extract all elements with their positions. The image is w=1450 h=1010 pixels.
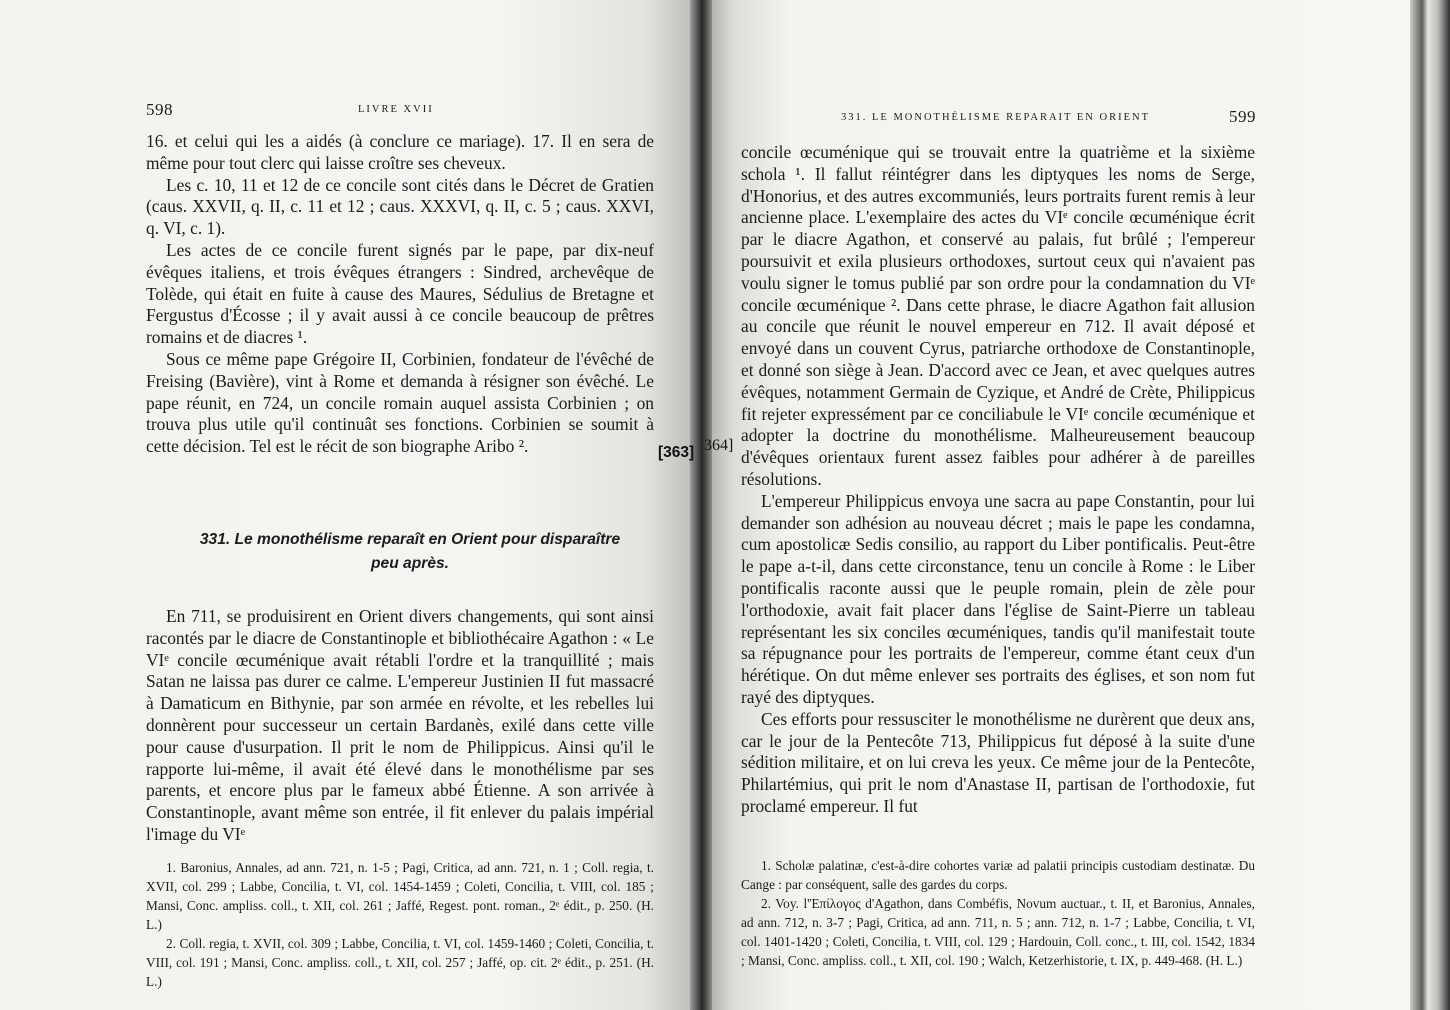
- page-number-right: 599: [1229, 107, 1256, 126]
- left-page: [0, 0, 700, 1010]
- left-body-text: [146, 131, 654, 458]
- paragraph: Ces efforts pour ressusciter le monothélisme ne durèrent que deux ans, car le jour de la Pentecôte 713, Philippicus fut déposé à la suite d'une sédition militaire, et on lui creva les yeux. Ce même jour de la Pentecôte, Philartémius, qui prit le nom d'Anastase II, partisan de l'orthodoxie, fut proclamé empereur. Il fut: [741, 708, 1255, 816]
- running-head-left: LIVRE XVII: [358, 104, 434, 115]
- paragraph: 16. et celui qui les a aidés (à conclure ce mariage). 17. Il en sera de même pour tout clerc qui laisse croître ses cheveux.: [146, 131, 654, 173]
- paragraph: Sous ce même pape Grégoire II, Corbinien, fondateur de l'évêché de Freising (Bavière), vint à Rome et demanda à résigner son évêché. Le pape réunit, en 724, un concile romain auquel assista Corbinien ; on trouva plus utile qu'il continuât ses fonctions. Corbinien se soumit à cette décision. Tel est le récit de son biographe Aribo ².: [146, 348, 654, 457]
- page-number-left: 598: [146, 100, 173, 119]
- book-gutter: [690, 0, 712, 1010]
- paragraph: Les c. 10, 11 et 12 de ce concile sont cités dans le Décret de Gratien (caus. XXVII, q. II, c. 11 et 12 ; caus. XXXVI, q. II, c. 5 ; caus. XXVI, q. VI, c. 1).: [146, 174, 654, 239]
- page-edges: [1410, 0, 1450, 1010]
- section-title-line: peu après.: [371, 555, 449, 572]
- section-title-line: 331. Le monothélisme reparaît en Orient pour disparaître: [199, 531, 621, 548]
- footnote: 2. Voy. l'Ἐπίλογος d'Agathon, dans Combéfis, Novum auctuar., t. II, et Baronius, Annales, ad ann. 712, n. 3-7 ; Pagi, Critica, ad ann. 711, n. 5 ; ann. 712, n. 1-7 ; Labbe, Concilia, t. VI, col. 1401-1420 ; Coleti, Concilia, t. VIII, col. 129 ; Hardouin, Coll. conc., t. III, col. 1542, 1834 ; Mansi, Conc. ampliss. coll., t. XII, col. 190 ; Walch, Ketzerhistorie, t. IX, p. 449-468. (H. L.): [741, 896, 1255, 968]
- paragraph: En 711, se produisirent en Orient divers changements, qui sont ainsi racontés par le diacre de Constantinople et bibliothécaire Agathon : « Le VIᵉ concile œcuménique avait rétabli l'ordre et la tranquillité ; mais Satan ne laissa pas durer ce calme. L'empereur Justinien II fut massacré à Damaticum en Bithynie, par son armée en révolte, et les rebelles lui donnèrent pour successeur un certain Bardanès, exilé dans cette ville pour cause d'usurpation. Il prit le nom de Philippicus. Ainsi qu'il le rapporte lui-même, il avait été élevé dans le monothélisme par ses parents, et encore plus par le fameux abbé Étienne. A son arrivée à Constantinople, avant même son entrée, il fit enlever du palais impérial l'image du VIᵉ: [146, 606, 654, 844]
- right-footnotes: [741, 856, 1255, 970]
- paragraph: Les actes de ce concile furent signés par le pape, par dix-neuf évêques italiens, et trois évêques étrangers : Sindred, archevêque de Tolède, qui était en fuite à cause des Maures, Sédulius de Bretagne et Fergustus d'Écosse ; il y avait aussi à ce concile beaucoup de prêtres romains et de diacres ¹.: [146, 239, 654, 348]
- paragraph: L'empereur Philippicus envoya une sacra au pape Constantin, pour lui demander son adhésion au nouveau décret ; mais le pape les condamna, cum apostolicæ Sedis consilio, au rapport du Liber pontificalis. Peut-être le pape a-t-il, dans cette circonstance, tenu un concile à Rome : le Liber pontificalis raconte aussi que le peuple romain, plein de zèle pour l'orthodoxie, avait fait placer dans l'église de Saint-Pierre un tableau représentant les six conciles œcuméniques, tandis qu'il manifestait toute sa répugnance pour les portraits de l'empereur, comme étant ceux d'un hérétique. On dut même enlever ses portraits des églises, et son nom fut rayé des diptyques.: [741, 490, 1255, 707]
- footnote: 2. Coll. regia, t. XVII, col. 309 ; Labbe, Concilia, t. VI, col. 1459-1460 ; Coleti, Concilia, t. VIII, col. 191 ; Mansi, Conc. ampliss. coll., t. XII, col. 257 ; Jaffé, op. cit. 2ᵉ édit., p. 251. (H. L.): [146, 936, 654, 989]
- margin-marker-left: [363]: [658, 444, 695, 461]
- running-head-right: 331. LE MONOTHÉLISME REPARAIT EN ORIENT: [841, 112, 1150, 123]
- right-page: [705, 0, 1413, 1010]
- left-footnotes: [146, 858, 654, 991]
- right-body-text: [741, 142, 1255, 818]
- footnote: 1. Scholæ palatinæ, c'est-à-dire cohortes variæ ad palatii principis custodiam destinatæ. Du Cange : par conséquent, salle des gardes du corps.: [741, 858, 1255, 892]
- margin-marker-right: 364]: [704, 437, 734, 454]
- section-title: [150, 528, 670, 576]
- section-body-text: [146, 606, 654, 846]
- footnote: 1. Baronius, Annales, ad ann. 721, n. 1-5 ; Pagi, Critica, ad ann. 721, n. 1 ; Coll. regia, t. XVII, col. 299 ; Labbe, Concilia, t. VI, col. 1454-1459 ; Coleti, Concilia, t. VIII, col. 185 ; Mansi, Conc. ampliss. coll., t. XII, col. 261 ; Jaffé, Regest. pont. roman., 2ᵉ édit., p. 250. (H. L.): [146, 860, 654, 932]
- paragraph: concile œcuménique qui se trouvait entre la quatrième et la sixième schola ¹. Il fallut réintégrer dans les diptyques les noms de Serge, d'Honorius, et des autres excommuniés, leurs portraits furent remis à leur ancienne place. L'exemplaire des actes du VIᵉ concile œcuménique écrit par le diacre Agathon, et conservé au palais, fut brûlé ; l'empereur poursuivit et exila plusieurs orthodoxes, surtout ceux qui n'avaient pas voulu signer le tomus publié par son ordre pour la condamnation du VIᵉ concile œcuménique ². Dans cette phrase, le diacre Agathon fait allusion au concile que réunit le nouvel empereur en 712. Il avait déposé et envoyé dans un couvent Cyrus, patriarche orthodoxe de Constantinople, et donné son siège à Jean. D'accord avec ce Jean, et avec quelques autres évêques, notamment Germain de Cyzique, et André de Crète, Philippicus fit rejeter expressément par ce conciliabule le VIᵉ concile œcuménique et adopter la doctrine du monothélisme. Malheureusement beaucoup d'évêques orientaux furent assez faibles pour adhérer à de pareilles résolutions.: [741, 142, 1255, 489]
